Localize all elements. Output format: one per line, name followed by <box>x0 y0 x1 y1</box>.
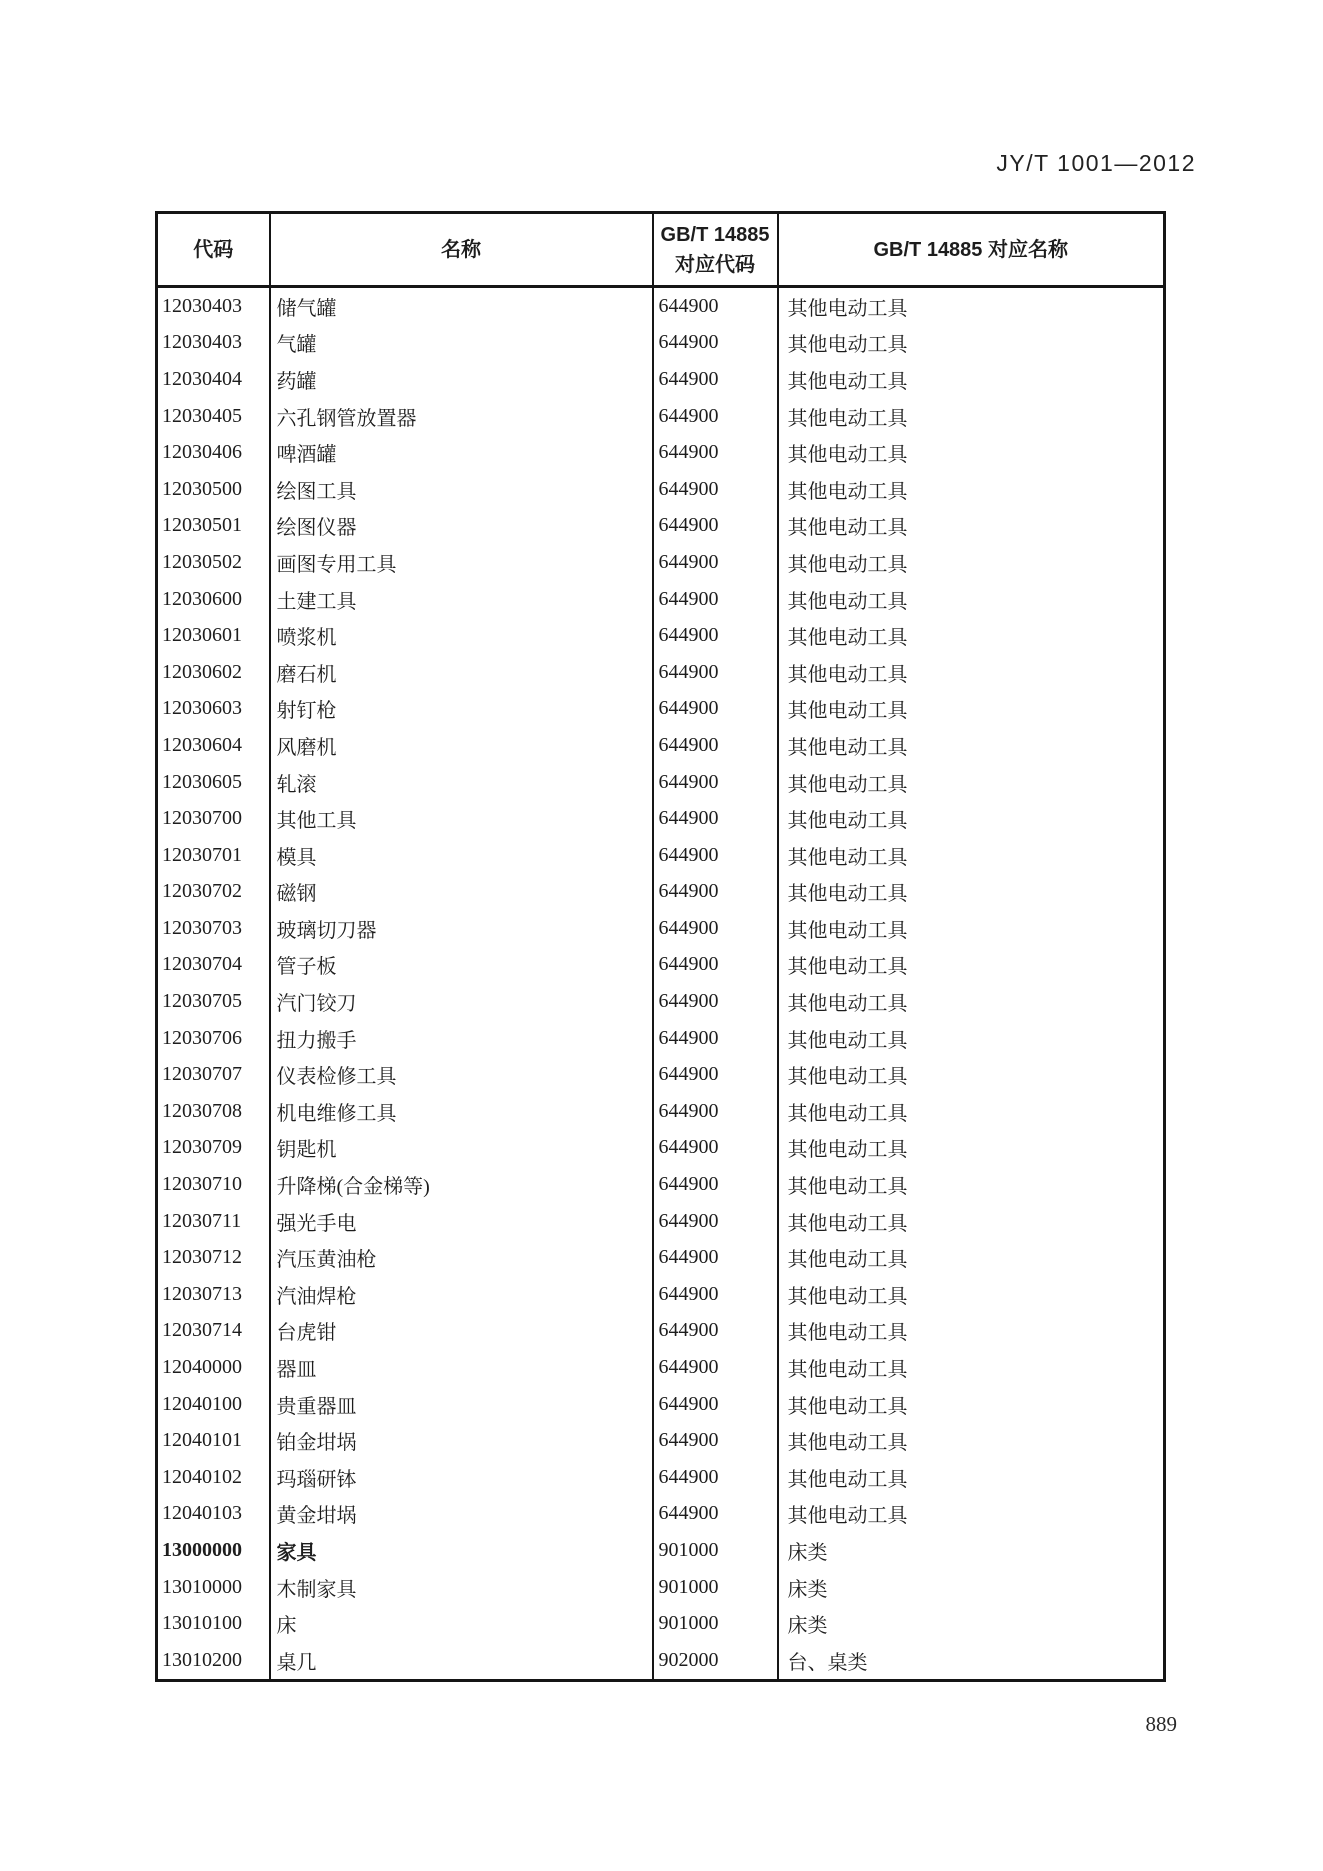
cell-gbt-name: 其他电动工具 <box>778 398 1165 435</box>
cell-gbt-name: 其他电动工具 <box>778 1496 1165 1533</box>
cell-code: 12030713 <box>157 1276 270 1313</box>
cell-gbt-code: 902000 <box>653 1642 778 1680</box>
cell-gbt-name: 其他电动工具 <box>778 1056 1165 1093</box>
cell-name: 储气罐 <box>270 287 653 325</box>
cell-gbt-name: 台、桌类 <box>778 1642 1165 1680</box>
cell-gbt-name: 其他电动工具 <box>778 764 1165 801</box>
cell-gbt-code: 644900 <box>653 947 778 984</box>
cell-name: 管子板 <box>270 947 653 984</box>
table-row <box>157 1020 1165 1057</box>
cell-code: 12030500 <box>157 471 270 508</box>
header-cell-code: 代码 <box>157 213 270 287</box>
table-row <box>157 764 1165 801</box>
cell-code: 12030604 <box>157 727 270 764</box>
cell-code: 12030403 <box>157 325 270 362</box>
table-row <box>157 1093 1165 1130</box>
cell-gbt-name: 其他电动工具 <box>778 910 1165 947</box>
cell-gbt-code: 644900 <box>653 1422 778 1459</box>
header-cell-name: 名称 <box>270 213 653 287</box>
table-row <box>157 1203 1165 1240</box>
cell-name: 升降梯(合金梯等) <box>270 1166 653 1203</box>
table-row <box>157 508 1165 545</box>
cell-name: 喷浆机 <box>270 617 653 654</box>
cell-code: 12030602 <box>157 654 270 691</box>
cell-name: 强光手电 <box>270 1203 653 1240</box>
cell-name: 风磨机 <box>270 727 653 764</box>
cell-gbt-code: 644900 <box>653 1020 778 1057</box>
cell-gbt-name: 其他电动工具 <box>778 544 1165 581</box>
cell-gbt-code: 901000 <box>653 1532 778 1569</box>
cell-gbt-name: 其他电动工具 <box>778 1313 1165 1350</box>
cell-gbt-name: 其他电动工具 <box>778 1459 1165 1496</box>
cell-name: 玻璃切刀器 <box>270 910 653 947</box>
cell-gbt-name: 其他电动工具 <box>778 287 1165 325</box>
cell-code: 12030603 <box>157 691 270 728</box>
cell-gbt-name: 其他电动工具 <box>778 800 1165 837</box>
header-cell-gbt-code <box>653 213 778 287</box>
cell-gbt-code: 644900 <box>653 727 778 764</box>
cell-gbt-name: 其他电动工具 <box>778 1203 1165 1240</box>
table-row <box>157 287 1165 325</box>
cell-gbt-code: 644900 <box>653 800 778 837</box>
cell-name: 磁钢 <box>270 874 653 911</box>
cell-gbt-name: 其他电动工具 <box>778 434 1165 471</box>
table-row <box>157 617 1165 654</box>
cell-code: 12030605 <box>157 764 270 801</box>
table-row <box>157 544 1165 581</box>
table-header-row <box>157 213 1165 287</box>
cell-gbt-name: 其他电动工具 <box>778 508 1165 545</box>
cell-gbt-name: 床类 <box>778 1569 1165 1606</box>
cell-name: 钥匙机 <box>270 1130 653 1167</box>
cell-gbt-code: 644900 <box>653 910 778 947</box>
cell-name: 器皿 <box>270 1349 653 1386</box>
cell-code: 12030404 <box>157 361 270 398</box>
table-row <box>157 800 1165 837</box>
cell-code: 12040101 <box>157 1422 270 1459</box>
cell-gbt-code: 644900 <box>653 1313 778 1350</box>
cell-gbt-code: 644900 <box>653 1239 778 1276</box>
cell-gbt-code: 644900 <box>653 544 778 581</box>
cell-code: 12030701 <box>157 837 270 874</box>
cell-gbt-name: 其他电动工具 <box>778 617 1165 654</box>
cell-gbt-code: 644900 <box>653 581 778 618</box>
cell-name: 玛瑙研钵 <box>270 1459 653 1496</box>
cell-gbt-code: 644900 <box>653 1349 778 1386</box>
table-row <box>157 1496 1165 1533</box>
cell-code: 13010000 <box>157 1569 270 1606</box>
cell-name: 气罐 <box>270 325 653 362</box>
table-row <box>157 983 1165 1020</box>
cell-code: 12030700 <box>157 800 270 837</box>
cell-name: 汽门铰刀 <box>270 983 653 1020</box>
cell-gbt-code: 644900 <box>653 874 778 911</box>
cell-gbt-name: 床类 <box>778 1605 1165 1642</box>
document-standard-code: JY/T 1001—2012 <box>996 150 1196 176</box>
cell-gbt-code: 644900 <box>653 764 778 801</box>
cell-code: 12030702 <box>157 874 270 911</box>
cell-gbt-code: 644900 <box>653 1496 778 1533</box>
table-row <box>157 1569 1165 1606</box>
cell-gbt-code: 644900 <box>653 837 778 874</box>
table-row <box>157 581 1165 618</box>
cell-code: 12030406 <box>157 434 270 471</box>
cell-gbt-code: 644900 <box>653 1203 778 1240</box>
header-gbt-code-line2: 对应代码 <box>675 253 755 276</box>
cell-gbt-code: 644900 <box>653 1093 778 1130</box>
cell-code: 12030403 <box>157 287 270 325</box>
cell-code: 12030600 <box>157 581 270 618</box>
cell-gbt-code: 644900 <box>653 471 778 508</box>
cell-gbt-name: 其他电动工具 <box>778 1276 1165 1313</box>
cell-code: 12030711 <box>157 1203 270 1240</box>
cell-name: 射钉枪 <box>270 691 653 728</box>
cell-name: 汽压黄油枪 <box>270 1239 653 1276</box>
cell-gbt-name: 其他电动工具 <box>778 654 1165 691</box>
table-row <box>157 471 1165 508</box>
cell-gbt-name: 床类 <box>778 1532 1165 1569</box>
cell-code: 13010100 <box>157 1605 270 1642</box>
cell-name: 轧滚 <box>270 764 653 801</box>
cell-code: 12030601 <box>157 617 270 654</box>
cell-gbt-code: 644900 <box>653 1386 778 1423</box>
cell-gbt-name: 其他电动工具 <box>778 983 1165 1020</box>
cell-name: 药罐 <box>270 361 653 398</box>
cell-code: 12030714 <box>157 1313 270 1350</box>
table-row <box>157 1459 1165 1496</box>
cell-name: 画图专用工具 <box>270 544 653 581</box>
table-row <box>157 1313 1165 1350</box>
cell-code: 12030705 <box>157 983 270 1020</box>
cell-gbt-code: 901000 <box>653 1605 778 1642</box>
table-row <box>157 1642 1165 1680</box>
cell-code: 12030704 <box>157 947 270 984</box>
cell-code: 12030502 <box>157 544 270 581</box>
table-row <box>157 691 1165 728</box>
cell-gbt-name: 其他电动工具 <box>778 691 1165 728</box>
cell-name: 土建工具 <box>270 581 653 618</box>
cell-name: 磨石机 <box>270 654 653 691</box>
cell-name: 家具 <box>270 1532 653 1569</box>
cell-gbt-code: 644900 <box>653 691 778 728</box>
cell-code: 12040000 <box>157 1349 270 1386</box>
table-row <box>157 654 1165 691</box>
cell-gbt-code: 644900 <box>653 1459 778 1496</box>
table-row <box>157 434 1165 471</box>
cell-gbt-name: 其他电动工具 <box>778 1166 1165 1203</box>
table-row <box>157 874 1165 911</box>
cell-code: 12030706 <box>157 1020 270 1057</box>
cell-code: 12030707 <box>157 1056 270 1093</box>
table-row <box>157 837 1165 874</box>
page-number: 889 <box>1145 1712 1177 1736</box>
cell-gbt-code: 644900 <box>653 287 778 325</box>
table-row <box>157 1166 1165 1203</box>
table-row <box>157 1276 1165 1313</box>
cell-code: 13010200 <box>157 1642 270 1680</box>
cell-code: 12030709 <box>157 1130 270 1167</box>
table-row <box>157 1605 1165 1642</box>
cell-name: 六孔钢管放置器 <box>270 398 653 435</box>
header-cell-gbt-name: GB/T 14885 对应名称 <box>778 213 1165 287</box>
cell-gbt-name: 其他电动工具 <box>778 837 1165 874</box>
cell-name: 台虎钳 <box>270 1313 653 1350</box>
cell-gbt-code: 644900 <box>653 654 778 691</box>
table-row <box>157 1422 1165 1459</box>
table-row <box>157 1532 1165 1569</box>
cell-gbt-code: 644900 <box>653 325 778 362</box>
cell-gbt-name: 其他电动工具 <box>778 1093 1165 1130</box>
table-row <box>157 1056 1165 1093</box>
cell-name: 机电维修工具 <box>270 1093 653 1130</box>
cell-name: 黄金坩埚 <box>270 1496 653 1533</box>
cell-gbt-code: 644900 <box>653 617 778 654</box>
cell-gbt-code: 644900 <box>653 983 778 1020</box>
cell-gbt-name: 其他电动工具 <box>778 1386 1165 1423</box>
table-row <box>157 325 1165 362</box>
cell-gbt-code: 644900 <box>653 1276 778 1313</box>
cell-code: 12030501 <box>157 508 270 545</box>
table-row <box>157 1130 1165 1167</box>
table-row <box>157 361 1165 398</box>
table-row <box>157 910 1165 947</box>
cell-name: 绘图工具 <box>270 471 653 508</box>
cell-name: 扭力搬手 <box>270 1020 653 1057</box>
cell-gbt-code: 644900 <box>653 1056 778 1093</box>
cell-code: 12040100 <box>157 1386 270 1423</box>
cell-name: 铂金坩埚 <box>270 1422 653 1459</box>
cell-name: 床 <box>270 1605 653 1642</box>
cell-name: 木制家具 <box>270 1569 653 1606</box>
cell-code: 12040103 <box>157 1496 270 1533</box>
cell-gbt-name: 其他电动工具 <box>778 581 1165 618</box>
cell-name: 汽油焊枪 <box>270 1276 653 1313</box>
cell-gbt-name: 其他电动工具 <box>778 1130 1165 1167</box>
table-body <box>157 287 1165 1681</box>
cell-gbt-name: 其他电动工具 <box>778 947 1165 984</box>
cell-gbt-name: 其他电动工具 <box>778 1239 1165 1276</box>
cell-name: 模具 <box>270 837 653 874</box>
cell-name: 桌几 <box>270 1642 653 1680</box>
cell-code: 12040102 <box>157 1459 270 1496</box>
cell-code: 13000000 <box>157 1532 270 1569</box>
cell-name: 绘图仪器 <box>270 508 653 545</box>
header-gbt-code-line1: GB/T 14885 <box>660 223 770 246</box>
cell-name: 仪表检修工具 <box>270 1056 653 1093</box>
cell-code: 12030712 <box>157 1239 270 1276</box>
cell-code: 12030405 <box>157 398 270 435</box>
cell-gbt-code: 644900 <box>653 434 778 471</box>
cell-gbt-name: 其他电动工具 <box>778 325 1165 362</box>
table-row <box>157 398 1165 435</box>
table-row <box>157 1386 1165 1423</box>
cell-name: 啤酒罐 <box>270 434 653 471</box>
cell-gbt-code: 644900 <box>653 1166 778 1203</box>
cell-code: 12030710 <box>157 1166 270 1203</box>
cell-gbt-name: 其他电动工具 <box>778 361 1165 398</box>
cell-gbt-code: 644900 <box>653 361 778 398</box>
cell-name: 其他工具 <box>270 800 653 837</box>
table-row <box>157 727 1165 764</box>
cell-code: 12030703 <box>157 910 270 947</box>
code-mapping-table <box>155 211 1166 1682</box>
cell-gbt-code: 901000 <box>653 1569 778 1606</box>
cell-code: 12030708 <box>157 1093 270 1130</box>
cell-gbt-code: 644900 <box>653 398 778 435</box>
cell-gbt-name: 其他电动工具 <box>778 727 1165 764</box>
table-row <box>157 1349 1165 1386</box>
cell-gbt-code: 644900 <box>653 1130 778 1167</box>
cell-gbt-name: 其他电动工具 <box>778 1422 1165 1459</box>
cell-gbt-name: 其他电动工具 <box>778 1349 1165 1386</box>
table-row <box>157 947 1165 984</box>
cell-gbt-name: 其他电动工具 <box>778 471 1165 508</box>
cell-name: 贵重器皿 <box>270 1386 653 1423</box>
table-header <box>157 213 1165 287</box>
cell-gbt-name: 其他电动工具 <box>778 874 1165 911</box>
cell-gbt-code: 644900 <box>653 508 778 545</box>
table-row <box>157 1239 1165 1276</box>
cell-gbt-name: 其他电动工具 <box>778 1020 1165 1057</box>
